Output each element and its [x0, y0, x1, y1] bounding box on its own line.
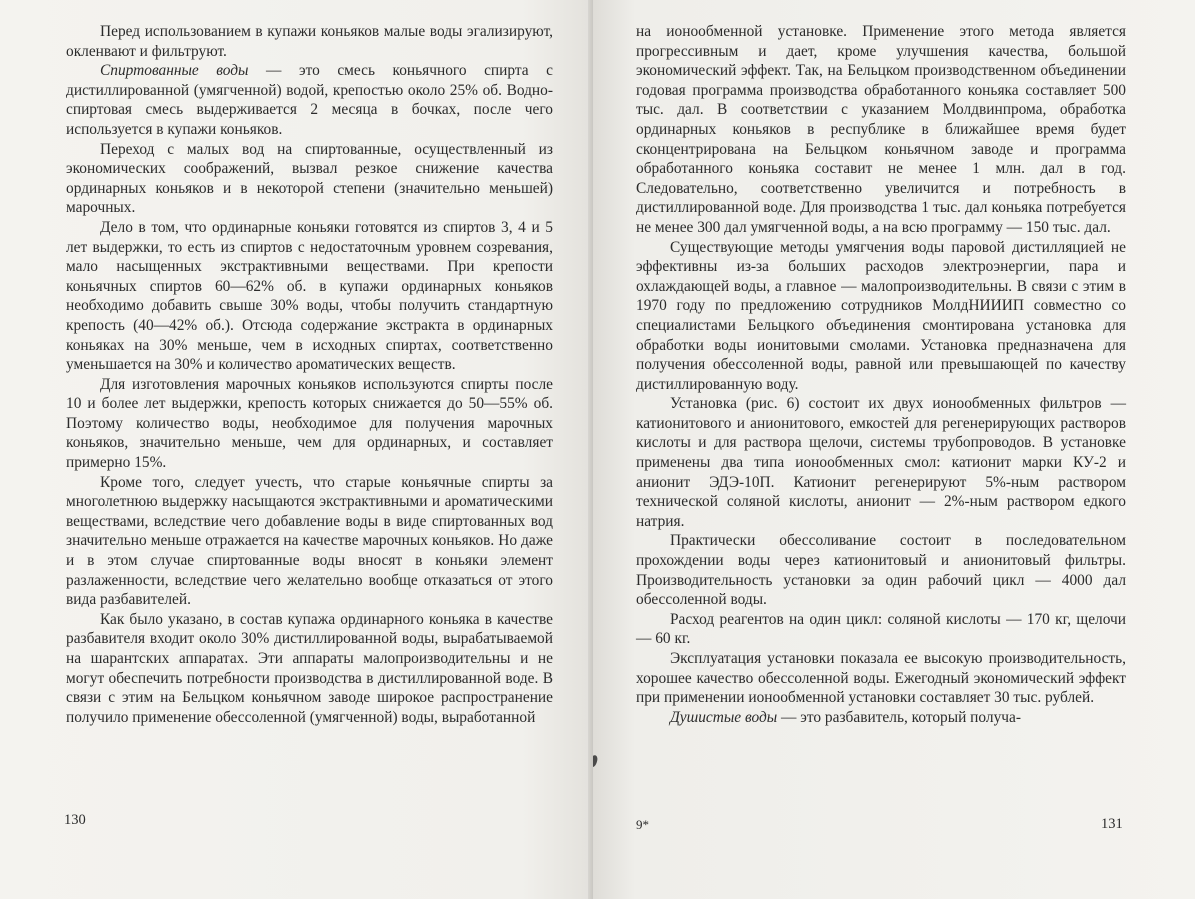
- paragraph: Перед использованием в купажи коньяков малые воды эгализируют, окленвают и фильтруют.: [66, 23, 553, 60]
- left-page-text: [66, 22, 553, 727]
- right-page-text: [636, 22, 1126, 727]
- italic-term: Спиртованные воды: [100, 62, 249, 80]
- signature-mark: 9*: [636, 817, 649, 832]
- paragraph: Для изготовления марочных коньяков используются спирты после 10 и более лет выдержки, крепость которых снижается до 50—55% об. Поэтому количество воды, необходимое для получения марочных коньяков, значительно меньше, чем для ординарных, и составляет примерно 15%.: [66, 375, 553, 472]
- paragraph: Расход реагентов на один цикл: соляной кислоты — 170 кг, щелочи — 60 кг.: [636, 610, 1126, 648]
- italic-term: Душистые воды: [670, 708, 778, 726]
- right-page: [593, 0, 1195, 899]
- paragraph: Спиртованные воды — это смесь коньячного спирта с дистиллированной (умягченной) водой, крепостью около 25% об. Водно-спиртовая смесь выдерживается 2 месяца в бочках, после чего используется в купажи коньяков.: [66, 62, 553, 138]
- paragraph: Практически обессоливание состоит в последовательном прохождении воды через катионитовый и анионитовый фильтры. Производительность установки за один рабочий цикл — 4000 дал обессоленной воды.: [636, 532, 1126, 609]
- page-number: 131: [1101, 816, 1123, 832]
- paragraph: Переход с малых вод на спиртованные, осуществленный из экономических соображений, вызвал резкое снижение качества ординарных коньяков и в некоторой степени (значительно меньшей) марочных.: [66, 140, 553, 217]
- paragraph: Установка (рис. 6) состоит их двух ионообменных фильтров — катионитового и анионитового, емкостей для регенерирующих растворов кислоты и для раствора щелочи, системы трубопроводов. В установке применены два типа ионообменных смол: катионит марки КУ-2 и анионит ЭДЭ-10П. Катионит регенерируют 5%-ным раствором технической соляной кислоты, анионит — 2%-ным раствором едкого натрия.: [636, 395, 1126, 530]
- paragraph: Дело в том, что ординарные коньяки готовятся из спиртов 3, 4 и 5 лет выдержки, то есть из спиртов с недостаточным уровнем созревания, мало насыщенных экстрактивными веществами. При крепости коньячных спиртов 60—62% об. в купажи ординарных коньяков необходимо добавить свыше 30% воды, чтобы получить стандартную крепость (40—42% об.). Отсюда содержание экстракта в ординарных коньяках на 30% меньше, чем в исходных спиртах, соответственно уменьшается на 30% и количество ароматических веществ.: [66, 218, 553, 374]
- paragraph: Существующие методы умягчения воды паровой дистилляцией не эффективны из-за больших расходов электроэнергии, пара и охлаждающей воды, а главное — малопроизводительны. В связи с этим в 1970 году по предложению сотрудников МолдНИИИП совместно со специалистами Бельцкого объединения смонтирована установка для обработки воды ионитовыми смолами. Установка предназначена для получения обессоленной воды, равной или превышающей по качеству дистиллированную воду.: [636, 238, 1126, 393]
- paragraph: Эксплуатация установки показала ее высокую производительность, хорошее качество обессоленной воды. Ежегодный экономический эффект при применении ионообменной установки составляет 30 тыс. рублей.: [636, 650, 1126, 707]
- paragraph: Кроме того, следует учесть, что старые коньячные спирты за многолетнюю выдержку насыщаются экстрактивными и ароматическими веществами, вследствие чего добавление воды в виде спиртованных вод значительно меньше отражается на качестве марочных коньяков. Но даже и в этом случае спиртованные воды вносят в коньяки элемент разлаженности, вследствие чего желательно вообще отказаться от этого вида разбавителей.: [66, 473, 553, 609]
- paragraph: Душистые воды — это разбавитель, который получа-: [670, 708, 1021, 726]
- page-number: 130: [64, 812, 86, 828]
- ink-mark: [593, 754, 599, 768]
- paragraph: на ионообменной установке. Применение этого метода является прогрессивным и дает, кроме улучшения качества, большой экономический эффект. Так, на Бельцком производственном объединении годовая программа производства обработанного коньяка составляет 500 тыс. дал. В соответствии с указанием Молдвинпрома, обработка ординарных коньяков в республике в ближайшее время будет сконцентрирована на Бельцком коньячном заводе и программа обработанного коньяка составит не менее 1 млн. дал в год. Следовательно, соответственно увеличится и потребность в дистиллированной воде. Для производства 1 тыс. дал коньяка потребуется не менее 300 дал умягченной воды, а на всю программу — 150 тыс. дал.: [636, 23, 1126, 236]
- left-page: [0, 0, 593, 899]
- paragraph: Как было указано, в состав купажа ординарного коньяка в качестве разбавителя входит около 30% дистиллированной воды, вырабатываемой на шарантских аппаратах. Эти аппараты малопроизводительны и не могут обеспечить потребности производства в дистиллированной воде. В связи с этим на Бельцком коньячном заводе широкое распространение получило применение обессоленной (умягченной) воды, выработанной: [66, 610, 553, 726]
